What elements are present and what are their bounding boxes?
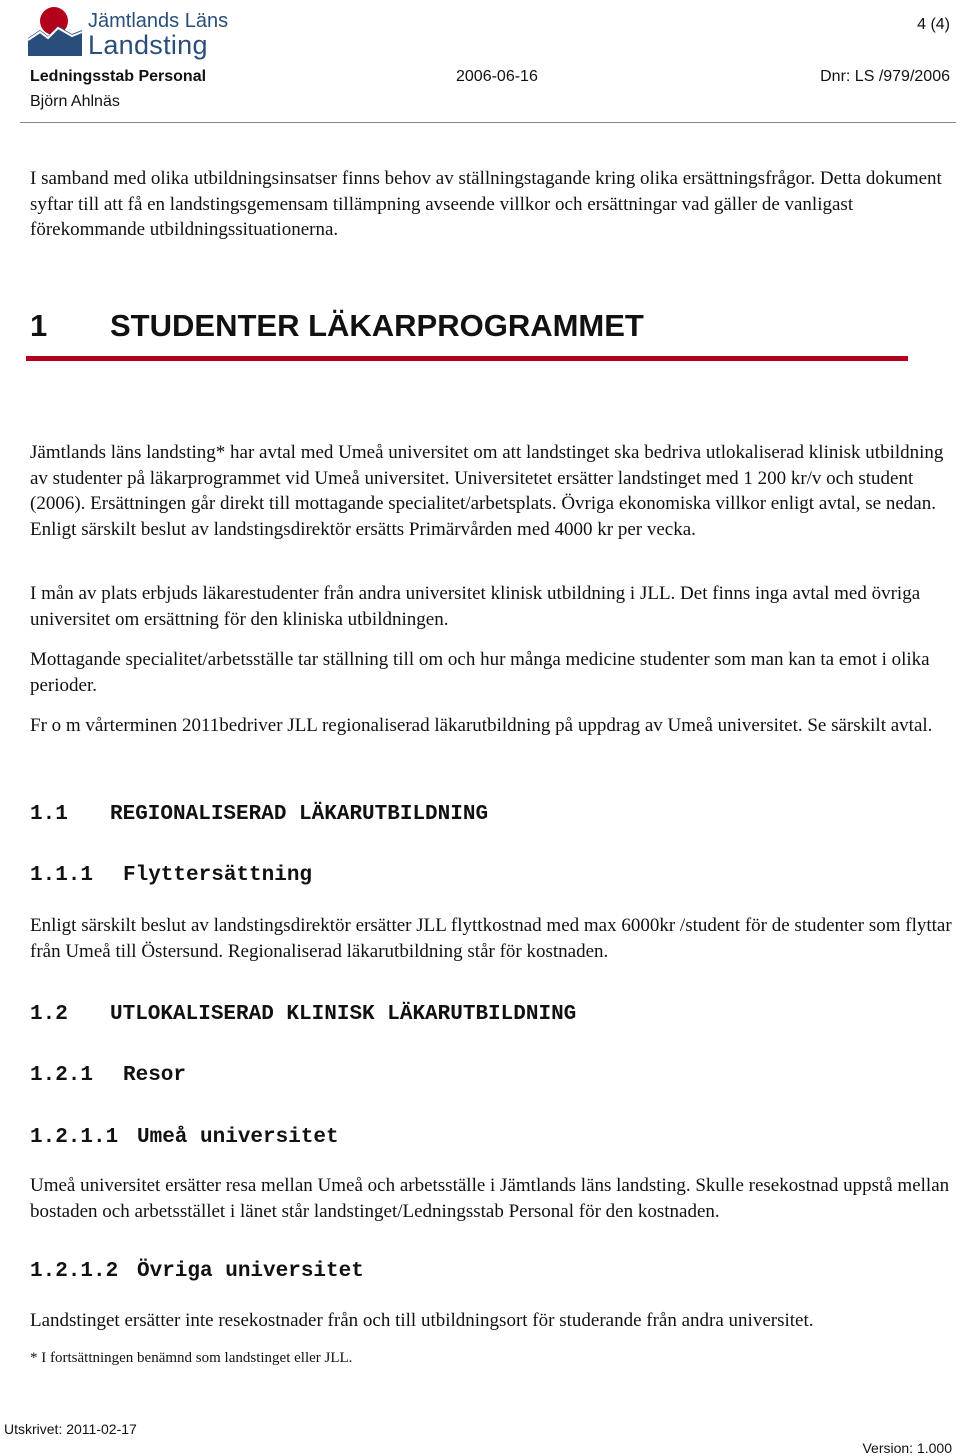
section-1-paragraph-2: I mån av plats erbjuds läkarestudenter från andra universitet klinisk utbildning i JLL. Det finns inga avtal med övriga universitet om ersättning för den kliniska utbildningen. [30,583,921,630]
section-1-2-1-1-paragraph: Umeå universitet ersätter resa mellan Umeå och arbetsställe i Jämtlands läns landsting. Skulle resekostnad uppstå mellan bostaden och arbetsstället i länet står landstinget/Ledningsstab Personal för den kostnaden. [30,1175,950,1222]
section-1-2-number: 1.2 [30,1003,68,1026]
section-1-heading [30,308,644,344]
footnote: * I fortsättningen benämnd som landstinget eller JLL. [30,1350,353,1366]
section-1-2-1-2-title: Övriga universitet [137,1260,364,1283]
section-1-2-1-1-heading [30,1126,339,1149]
section-1-2-heading [30,1003,576,1026]
section-1-paragraph-4: Fr o m vårterminen 2011bedriver JLL regionaliserad läkarutbildning på uppdrag av Umeå universitet. Se särskilt avtal. [30,715,933,736]
landsting-logo-mark-icon [26,4,84,58]
section-1-1-heading [30,803,488,826]
section-1-paragraph-1: Jämtlands läns landsting* har avtal med Umeå universitet om att landstinget ska bedriva utlokaliserad klinisk utbildning av studenter på läkarprogrammet vid Umeå universitet. Universitetet ersätter landstinget med 1 200 kr/v och student (2006). Ersättningen går direkt till mottagande specialitet/arbetsplats. Övriga ekonomiska villkor enligt avtal, se nedan. Enligt särskilt beslut av landstingsdirektör ersätts Primärvården med 4000 kr per vecka. [30,442,944,540]
section-1-rule [26,356,908,361]
section-1-paragraph-3: Mottagande specialitet/arbetsställe tar ställning till om och hur många medicine studenter som man kan ta emot i olika perioder. [30,649,930,696]
section-1-1-number: 1.1 [30,803,68,826]
section-1-2-1-title: Resor [123,1064,187,1087]
header-date: 2006-06-16 [456,68,538,85]
section-1-title: STUDENTER LÄKARPROGRAMMET [110,308,644,343]
section-1-2-1-1-title: Umeå universitet [137,1126,339,1149]
logo [26,4,229,60]
section-1-1-1-paragraph: Enligt särskilt beslut av landstingsdirektör ersätter JLL flyttkostnad med max 6000kr /student för de studenter som flyttar från Umeå till Östersund. Regionaliserad läkarutbildning står för kostnaden. [30,915,952,962]
logo-line-2: Landsting [88,30,208,60]
header-dnr: Dnr: LS /979/2006 [820,68,950,85]
intro-paragraph: I samband med olika utbildningsinsatser finns behov av ställningstagande kring olika ersättningsfrågor. Detta dokument syftar till att få en landstingsgemensam tillämpning avseende villkor och ersättningar vad gäller de vanligast förekommande utbildningssituationerna. [30,168,942,240]
section-1-2-1-2-paragraph: Landstinget ersätter inte resekostnader från och till utbildningsort för studerande från andra universitet. [30,1310,814,1331]
section-1-1-1-number: 1.1.1 [30,864,94,887]
page-number: 4 (4) [917,16,950,33]
section-1-1-1-title: Flyttersättning [123,864,313,887]
footer-version: Version: 1.000 [862,1440,952,1456]
logo-line-1: Jämtlands Läns [88,10,229,32]
header-divider [20,122,956,123]
header-author: Björn Ahlnäs [30,93,120,110]
section-1-1-1-heading [30,864,312,887]
section-1-2-1-2-number: 1.2.1.2 [30,1260,119,1283]
section-1-2-1-2-heading [30,1260,364,1283]
section-1-2-1-heading [30,1064,186,1087]
section-1-number: 1 [30,308,48,343]
section-1-2-1-number: 1.2.1 [30,1064,94,1087]
section-1-2-title: UTLOKALISERAD KLINISK LÄKARUTBILDNING [110,1003,577,1026]
header-department: Ledningsstab Personal [30,68,207,85]
section-1-1-title: REGIONALISERAD LÄKARUTBILDNING [110,803,489,826]
section-1-2-1-1-number: 1.2.1.1 [30,1126,119,1149]
footer-printed-date: Utskrivet: 2011-02-17 [4,1421,137,1437]
